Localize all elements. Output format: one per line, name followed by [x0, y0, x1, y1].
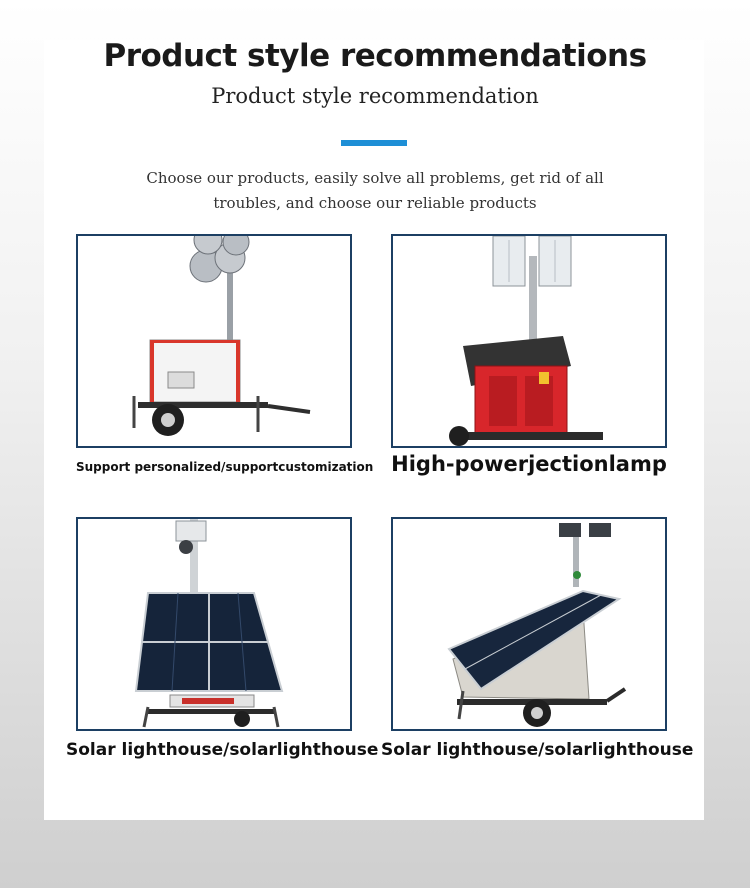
product-card-2[interactable]	[391, 234, 667, 448]
intro-text	[95, 166, 655, 216]
product-image-3	[78, 519, 350, 729]
product-card-4[interactable]	[391, 517, 667, 731]
page-subtitle: Product style recommendation	[211, 84, 539, 108]
intro-line-2: troubles, and choose our reliable products	[213, 194, 537, 212]
accent-divider	[341, 140, 407, 146]
product-card-1[interactable]	[76, 234, 352, 448]
product-caption-2: High-powerjectionlamp	[391, 452, 667, 476]
page-title: Product style recommendations	[103, 38, 647, 74]
product-image-2	[393, 236, 665, 446]
product-caption-4: Solar lighthouse/solarlighthouse	[381, 740, 694, 760]
product-caption-1: Support personalized/supportcustomization	[76, 460, 374, 474]
intro-line-1: Choose our products, easily solve all problems, get rid of all	[146, 169, 604, 187]
product-image-1	[78, 236, 350, 446]
product-caption-3: Solar lighthouse/solarlighthouse	[66, 740, 379, 760]
product-image-4	[393, 519, 665, 729]
product-card-3[interactable]	[76, 517, 352, 731]
